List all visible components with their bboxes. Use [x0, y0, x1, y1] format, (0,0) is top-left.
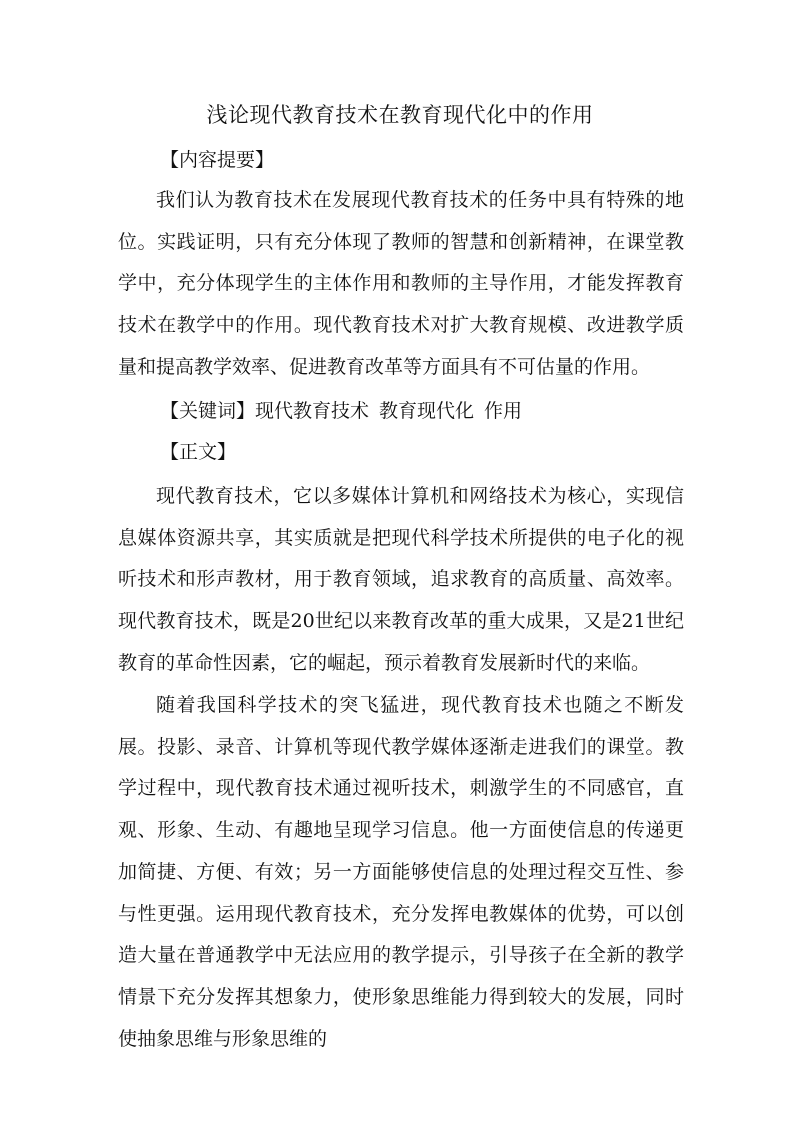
body-paragraph: 现代教育技术，它以多媒体计算机和网络技术为核心，实现信息媒体资源共享，其实质就是把现代科学技术所提供的电子化的视听技术和形声教材，用于教育领域，追求教育的高质量、高效率。现代教育技术，既是20世纪以来教育改革的重大成果，又是21世纪教育的革命性因素，它的崛起，预示着教育发展新时代的来临。: [118, 485, 684, 674]
keywords-line: [160, 397, 522, 425]
body-paragraph: 随着我国科学技术的突飞猛进，现代教育技术也随之不断发展。投影、录音、计算机等现代教学媒体逐渐走进我们的课堂。教学过程中，现代教育技术通过视听技术，刺激学生的不同感官，直观、形象、生动、有趣地呈现学习信息。他一方面使信息的传递更加简捷、方便、有效；另一方面能够使信息的处理过程交互性、参与性更强。运用现代教育技术，充分发挥电教媒体的优势，可以创造大量在普通教学中无法应用的教学提示，引导孩子在全新的教学情景下充分发挥其想象力，使形象思维能力得到较大的发展，同时使抽象思维与形象思维的: [118, 694, 684, 1050]
keywords-label: 【关键词】: [160, 400, 256, 422]
keyword-item: 教育现代化: [379, 400, 475, 422]
keywords-list: [255, 400, 522, 422]
summary-paragraph: 我们认为教育技术在发展现代教育技术的任务中具有特殊的地位。实践证明，只有充分体现了教师的智慧和创新精神，在课堂教学中，充分体现学生的主体作用和教师的主导作用，才能发挥教育技术在教学中的作用。现代教育技术对扩大教育规模、改进教学质量和提高教学效率、促进教育改革等方面具有不可估量的作用。: [118, 189, 684, 378]
summary-label: 【内容提要】: [160, 149, 275, 171]
document-title: 浅论现代教育技术在教育现代化中的作用: [206, 103, 594, 127]
keyword-item: 作用: [484, 400, 523, 422]
keyword-item: 现代教育技术: [255, 400, 370, 422]
body-label: 【正文】: [160, 441, 237, 463]
